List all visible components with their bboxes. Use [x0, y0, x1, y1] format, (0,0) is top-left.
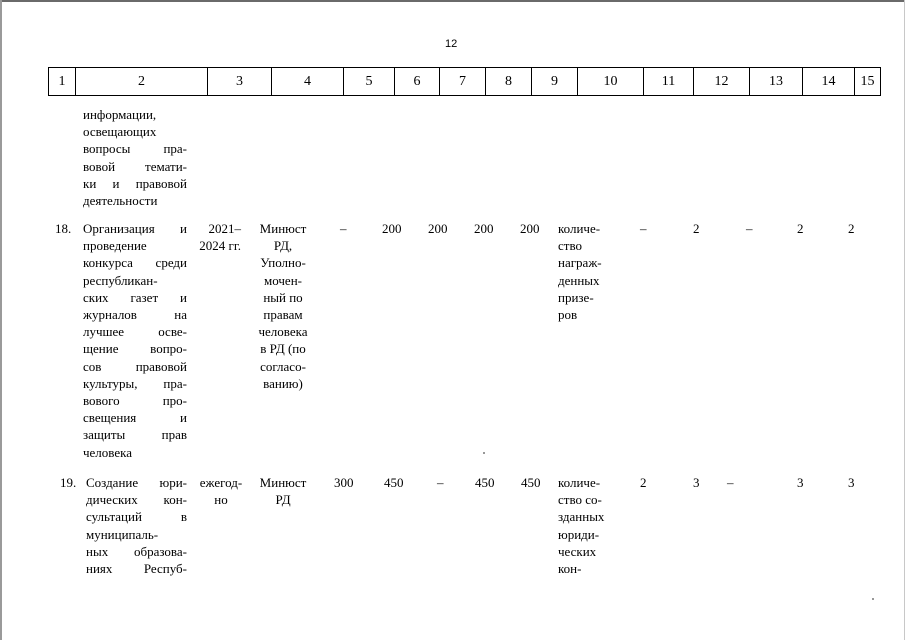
- activity-line: журналов на: [83, 307, 187, 323]
- header-col-15: 15: [855, 68, 881, 96]
- cell-col-5: –: [340, 221, 347, 236]
- cell-col-12: 3: [693, 475, 700, 490]
- header-col-3: 3: [208, 68, 272, 96]
- indicator-line: количе-: [558, 221, 601, 236]
- header-col-7: 7: [440, 68, 486, 96]
- cell-col-14: 2: [797, 221, 804, 236]
- activity-line: лучшее осве-: [83, 324, 187, 340]
- executor-line: РД,: [273, 238, 293, 254]
- indicator-line: ство со-: [558, 492, 602, 508]
- indicator-line: количе-: [558, 475, 601, 490]
- activity-line: сов правовой: [83, 358, 187, 374]
- continuation-activity-text: [83, 106, 187, 209]
- column-number-header: [48, 67, 881, 96]
- activity-line: человека: [83, 444, 133, 460]
- cell-col-15: 3: [848, 475, 855, 490]
- cell-col-5: 300: [334, 475, 354, 490]
- cell-col-12: 2: [693, 221, 700, 236]
- activity-line: ниях Респуб-: [86, 561, 187, 577]
- cell-col-11: 2: [640, 475, 647, 490]
- cell-col-15: 2: [848, 221, 855, 236]
- activity-line: культуры, пра-: [83, 375, 187, 391]
- cell-col-7: –: [437, 475, 444, 490]
- indicator-line: ческих: [558, 543, 597, 559]
- activity-line: конкурса среди: [83, 255, 187, 271]
- continuation-line: вовой темати-: [83, 158, 187, 174]
- period-line: ежегод-: [199, 475, 243, 490]
- header-col-4: 4: [272, 68, 344, 96]
- indicator-line: зданных: [558, 509, 605, 525]
- activity-line: вового про-: [83, 393, 187, 409]
- executor-line: правам: [263, 307, 303, 323]
- executor-line: ванию): [263, 375, 303, 391]
- header-col-8: 8: [486, 68, 532, 96]
- continuation-line: информации,: [83, 107, 157, 122]
- activity-line: дических кон-: [86, 492, 187, 508]
- indicator-line: денных: [558, 272, 600, 288]
- activity-line: свещения и: [83, 410, 187, 426]
- header-col-6: 6: [395, 68, 440, 96]
- header-col-10: 10: [578, 68, 644, 96]
- executor-line: Минюст: [259, 221, 307, 236]
- scan-edge-top: [0, 0, 905, 2]
- period-line: 2021–: [208, 221, 241, 236]
- page-number: 12: [445, 38, 458, 50]
- cell-col-7: 200: [428, 221, 448, 236]
- cell-col-9: 450: [521, 475, 541, 490]
- cell-col-14: 3: [797, 475, 804, 490]
- period-text: [196, 474, 246, 508]
- header-col-13: 13: [750, 68, 803, 96]
- executor-text: [250, 474, 316, 508]
- header-col-5: 5: [344, 68, 395, 96]
- activity-text: [86, 474, 187, 577]
- cell-col-9: 200: [520, 221, 540, 236]
- executor-line: ный по: [263, 289, 303, 305]
- cell-col-6: 200: [382, 221, 402, 236]
- executor-line: мочен-: [264, 272, 302, 288]
- activity-line: проведение: [83, 238, 147, 254]
- activity-line: республикан-: [83, 272, 158, 288]
- activity-line: Организация и: [83, 221, 187, 236]
- executor-line: согласо-: [260, 358, 306, 374]
- indicator-line: юриди-: [558, 526, 600, 542]
- scan-speck: [483, 452, 485, 454]
- indicator-line: призе-: [558, 289, 594, 305]
- cell-col-6: 450: [384, 475, 404, 490]
- header-col-11: 11: [644, 68, 694, 96]
- activity-line: ских газет и: [83, 289, 187, 305]
- header-col-9: 9: [532, 68, 578, 96]
- activity-line: сультаций в: [86, 509, 187, 525]
- activity-text: [83, 220, 187, 461]
- header-col-1: 1: [49, 68, 76, 96]
- activity-line: муниципаль-: [86, 526, 159, 542]
- header-col-14: 14: [803, 68, 855, 96]
- cell-col-11: –: [640, 221, 647, 236]
- continuation-line: ки и правовой: [83, 175, 187, 191]
- row-number: 18.: [55, 221, 72, 236]
- continuation-line: деятельности: [83, 193, 158, 209]
- activity-line: Создание юри-: [86, 475, 187, 490]
- executor-line: Уполно-: [260, 255, 306, 271]
- activity-line: защиты прав: [83, 427, 187, 443]
- cell-col-8: 200: [474, 221, 494, 236]
- indicator-line: награж-: [558, 255, 602, 271]
- cell-col-13: –: [727, 475, 734, 490]
- indicator-text: [558, 220, 618, 323]
- scan-speck: [872, 598, 874, 600]
- period-line: 2024 гг.: [199, 238, 241, 254]
- indicator-line: ство: [558, 238, 583, 254]
- continuation-line: вопросы пра-: [83, 141, 187, 157]
- activity-line: ных образова-: [86, 543, 187, 559]
- period-text: [197, 220, 241, 254]
- executor-line: человека: [258, 324, 308, 340]
- executor-line: в РД (по: [260, 341, 306, 357]
- scan-edge-left: [0, 0, 2, 640]
- header-col-2: 2: [76, 68, 208, 96]
- indicator-line: ров: [558, 307, 578, 323]
- indicator-line: кон-: [558, 561, 582, 577]
- period-line: но: [214, 492, 228, 508]
- executor-line: РД: [275, 492, 291, 508]
- executor-text: [246, 220, 320, 392]
- cell-col-13: –: [746, 221, 753, 236]
- cell-col-8: 450: [475, 475, 495, 490]
- indicator-text: [558, 474, 618, 577]
- continuation-line: освещающих: [83, 124, 157, 140]
- executor-line: Минюст: [259, 475, 307, 490]
- row-number: 19.: [60, 475, 77, 490]
- header-col-12: 12: [694, 68, 750, 96]
- activity-line: щение вопро-: [83, 341, 187, 357]
